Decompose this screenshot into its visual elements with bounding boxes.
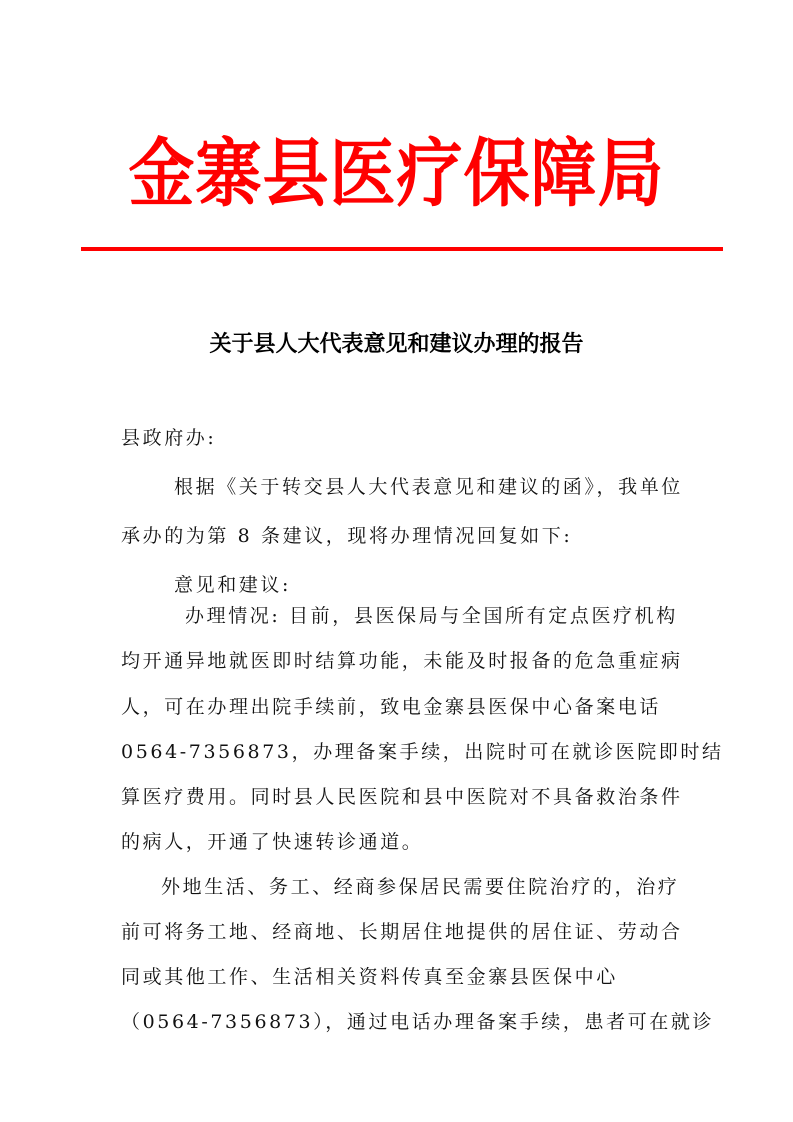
body-line: 办理情况: 目前，县医保局与全国所有定点医疗机构 [185, 605, 678, 627]
section-heading-opinions: 意见和建议: [174, 574, 292, 596]
body-line: 外地生活、务工、经商参保居民需要住院治疗的，治疗 [161, 876, 680, 898]
body-line: （0564-7356873），通过电话办理备案手续，患者可在就诊 [121, 1011, 715, 1033]
body-line: 同或其他工作、生活相关资料传真至金寨县医保中心 [121, 966, 618, 988]
body-line: 算医疗费用。同时县人民医院和县中医院对不具备救治条件 [121, 786, 683, 808]
body-line: 均开通异地就医即时结算功能，未能及时报备的危急重症病 [121, 650, 683, 672]
red-divider-rule [81, 247, 723, 251]
body-line: 前可将务工地、经商地、长期居住地提供的居住证、劳动合 [121, 921, 683, 943]
salutation: 县政府办: [121, 427, 217, 449]
body-line: 承办的为第 8 条建议，现将办理情况回复如下: [121, 525, 573, 547]
body-line: 的病人，开通了快速转诊通道。 [121, 831, 424, 853]
body-line: 0564-7356873，办理备案手续，出院时可在就诊医院即时结 [121, 741, 724, 763]
agency-masthead: 金寨县医疗保障局 [128, 129, 665, 217]
document-title: 关于县人大代表意见和建议办理的报告 [209, 332, 584, 357]
body-line: 根据《关于转交县人大代表意见和建议的函》，我单位 [174, 476, 683, 498]
body-line: 人，可在办理出院手续前，致电金寨县医保中心备案电话 [121, 696, 662, 718]
